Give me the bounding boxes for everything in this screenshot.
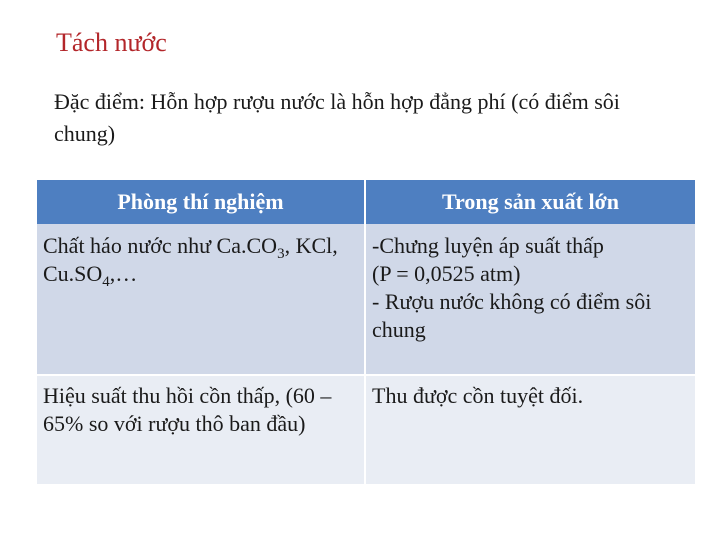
cell-lab-method bbox=[37, 224, 365, 375]
table-header-row bbox=[37, 180, 695, 224]
cell-industry-method bbox=[365, 224, 695, 375]
cell-lab-result: Hiệu suất thu hồi cồn thấp, (60 – 65% so với rượu thô ban đầu) bbox=[37, 375, 365, 484]
header-industry: Trong sản xuất lớn bbox=[365, 180, 695, 224]
lab-method-text-2: , KCl, Cu.SO bbox=[43, 233, 338, 286]
lab-method-text-3: ,… bbox=[109, 261, 138, 286]
table-row bbox=[37, 224, 695, 375]
subscript-3: 3 bbox=[277, 246, 285, 262]
header-lab: Phòng thí nghiệm bbox=[37, 180, 365, 224]
comparison-table bbox=[37, 180, 695, 484]
intro-text: Đặc điểm: Hỗn hợp rượu nước là hỗn hợp đẳng phí (có điểm sôi chung) bbox=[54, 89, 620, 146]
cell-industry-result: Thu được cồn tuyệt đối. bbox=[365, 375, 695, 484]
industry-line-2: (P = 0,0525 atm) bbox=[372, 261, 521, 286]
industry-line-3: - Rượu nước không có điểm sôi chung bbox=[372, 289, 652, 342]
slide-title: Tách nước bbox=[56, 28, 167, 57]
industry-line-1: -Chưng luyện áp suất thấp bbox=[372, 233, 604, 258]
table-row bbox=[37, 375, 695, 484]
lab-method-text-1: Chất háo nước như Ca.CO bbox=[43, 233, 278, 258]
subscript-4: 4 bbox=[102, 274, 110, 290]
